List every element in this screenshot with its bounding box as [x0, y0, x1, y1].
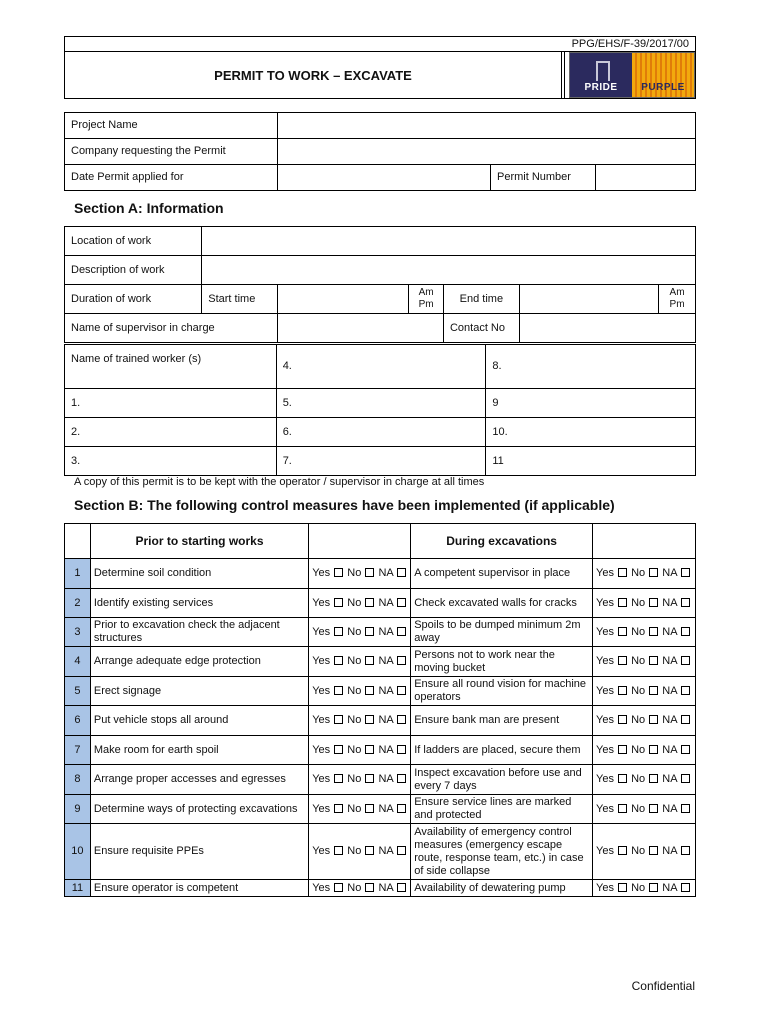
form-title: PERMIT TO WORK – EXCAVATE	[65, 52, 562, 99]
no-checkbox[interactable]	[649, 598, 658, 607]
during-measure: Ensure all round vision for machine operators	[411, 677, 593, 706]
yes-label: Yes	[312, 655, 331, 667]
no-label: No	[631, 881, 646, 894]
prior-measure: Ensure requisite PPEs	[90, 824, 308, 880]
during-measure: Spoils to be dumped minimum 2m away	[411, 618, 593, 647]
na-label: NA	[378, 773, 394, 785]
na-label: NA	[378, 881, 394, 894]
worker-3[interactable]: 3.	[65, 447, 277, 476]
yes-checkbox[interactable]	[334, 804, 343, 813]
worker-6[interactable]: 6.	[276, 418, 486, 447]
yes-checkbox[interactable]	[334, 598, 343, 607]
information-table	[64, 226, 696, 343]
no-checkbox[interactable]	[365, 804, 374, 813]
row-number: 5	[65, 677, 91, 706]
yes-checkbox[interactable]	[334, 774, 343, 783]
na-label: NA	[378, 625, 394, 638]
status-checkboxes-prior	[309, 765, 411, 795]
company-label: Company requesting the Permit	[65, 139, 278, 165]
yes-label: Yes	[596, 625, 614, 638]
table-row	[65, 765, 696, 795]
na-label: NA	[662, 881, 677, 894]
prior-measure: Prior to excavation check the adjacent structures	[90, 618, 308, 647]
during-measure: If ladders are placed, secure them	[411, 736, 593, 765]
na-label: NA	[662, 596, 677, 609]
no-checkbox[interactable]	[649, 656, 658, 665]
start-time-field[interactable]	[278, 285, 409, 314]
yes-checkbox[interactable]	[618, 627, 627, 636]
na-checkbox[interactable]	[397, 774, 406, 783]
table-row	[65, 880, 696, 897]
no-label: No	[631, 684, 646, 697]
supervisor-field[interactable]	[278, 314, 444, 343]
during-measure: Check excavated walls for cracks	[411, 589, 593, 618]
na-label: NA	[378, 596, 394, 609]
no-checkbox[interactable]	[649, 883, 658, 892]
na-checkbox[interactable]	[397, 598, 406, 607]
status-checkboxes-prior	[309, 589, 411, 618]
yes-checkbox[interactable]	[618, 715, 627, 724]
yes-label: Yes	[312, 684, 331, 697]
yes-label: Yes	[596, 743, 614, 756]
no-checkbox[interactable]	[649, 627, 658, 636]
status-checkboxes-during	[593, 618, 696, 647]
contact-field[interactable]	[519, 314, 695, 343]
na-checkbox[interactable]	[397, 568, 406, 577]
yes-checkbox[interactable]	[334, 656, 343, 665]
prior-measure: Erect signage	[90, 677, 308, 706]
prior-measure: Arrange adequate edge protection	[90, 647, 308, 677]
no-label: No	[347, 802, 362, 815]
no-checkbox[interactable]	[365, 745, 374, 754]
row-number: 10	[65, 824, 91, 880]
row-number: 1	[65, 559, 91, 589]
during-measure: Ensure bank man are present	[411, 706, 593, 736]
status-checkboxes-during	[593, 736, 696, 765]
section-a-title: Section A: Information	[74, 200, 224, 216]
status-checkboxes-during	[593, 559, 696, 589]
na-label: NA	[662, 655, 677, 667]
status-checkboxes-prior	[309, 559, 411, 589]
no-label: No	[631, 625, 646, 638]
worker-2[interactable]: 2.	[65, 418, 277, 447]
no-checkbox[interactable]	[365, 774, 374, 783]
no-label: No	[631, 845, 646, 857]
date-label: Date Permit applied for	[65, 165, 278, 191]
table-row	[65, 795, 696, 824]
na-checkbox[interactable]	[681, 846, 690, 855]
start-ampm[interactable]: Am Pm	[409, 285, 444, 314]
start-time-label: Start time	[202, 285, 278, 314]
yes-checkbox[interactable]	[618, 598, 627, 607]
yes-label: Yes	[596, 773, 614, 785]
status-checkboxes-prior	[309, 736, 411, 765]
na-label: NA	[662, 802, 677, 815]
no-checkbox[interactable]	[365, 715, 374, 724]
yes-checkbox[interactable]	[618, 804, 627, 813]
row-number: 8	[65, 765, 91, 795]
table-row	[65, 706, 696, 736]
na-label: NA	[662, 567, 677, 579]
prior-header: Prior to starting works	[90, 524, 308, 559]
during-measure: Persons not to work near the moving bucket	[411, 647, 593, 677]
date-field[interactable]	[278, 165, 491, 191]
row-number: 3	[65, 618, 91, 647]
worker-8[interactable]: 8.	[486, 345, 696, 389]
num-header	[65, 524, 91, 559]
no-label: No	[347, 773, 362, 785]
na-label: NA	[662, 773, 677, 785]
no-checkbox[interactable]	[649, 846, 658, 855]
yes-label: Yes	[596, 802, 614, 815]
workers-label: Name of trained worker (s)	[65, 345, 277, 389]
na-label: NA	[662, 743, 677, 756]
no-label: No	[347, 845, 362, 857]
na-label: NA	[378, 743, 394, 756]
status-checkboxes-during	[593, 795, 696, 824]
yes-checkbox[interactable]	[334, 883, 343, 892]
status-checkboxes-prior	[309, 880, 411, 897]
logo-text-right: PURPLE	[641, 82, 685, 93]
na-label: NA	[378, 655, 394, 667]
prior-measure: Ensure operator is competent	[90, 880, 308, 897]
no-checkbox[interactable]	[365, 627, 374, 636]
no-checkbox[interactable]	[365, 598, 374, 607]
form-header	[64, 36, 696, 99]
yes-label: Yes	[596, 684, 614, 697]
row-number: 4	[65, 647, 91, 677]
control-measures-table	[64, 523, 696, 897]
yes-checkbox[interactable]	[618, 745, 627, 754]
yes-label: Yes	[312, 881, 331, 894]
status-checkboxes-prior	[309, 618, 411, 647]
document-code: PPG/EHS/F-39/2017/00	[65, 37, 696, 52]
no-label: No	[347, 714, 362, 726]
no-label: No	[347, 743, 362, 756]
status-checkboxes-during	[593, 589, 696, 618]
no-label: No	[347, 625, 362, 638]
no-label: No	[631, 743, 646, 756]
prior-measure: Put vehicle stops all around	[90, 706, 308, 736]
no-label: No	[631, 773, 646, 785]
na-label: NA	[378, 845, 394, 857]
na-checkbox[interactable]	[681, 598, 690, 607]
worker-11[interactable]: 11	[486, 447, 696, 476]
na-checkbox[interactable]	[681, 804, 690, 813]
no-checkbox[interactable]	[649, 686, 658, 695]
no-label: No	[347, 655, 362, 667]
no-label: No	[347, 596, 362, 609]
logo-text-left: PRIDE	[584, 82, 618, 93]
section-b-title: Section B: The following control measures have been implemented (if applicable)	[74, 497, 615, 513]
worker-10[interactable]: 10.	[486, 418, 696, 447]
status-checkboxes-during	[593, 824, 696, 880]
yes-checkbox[interactable]	[618, 883, 627, 892]
no-label: No	[631, 567, 646, 579]
na-checkbox[interactable]	[397, 846, 406, 855]
na-checkbox[interactable]	[397, 627, 406, 636]
yes-checkbox[interactable]	[618, 686, 627, 695]
status-checkboxes-prior	[309, 824, 411, 880]
no-checkbox[interactable]	[649, 804, 658, 813]
workers-table	[64, 344, 696, 476]
end-ampm[interactable]: Am Pm	[659, 285, 696, 314]
status-checkboxes-prior	[309, 795, 411, 824]
during-status-header	[593, 524, 696, 559]
prior-measure: Identify existing services	[90, 589, 308, 618]
yes-label: Yes	[596, 596, 614, 609]
yes-label: Yes	[312, 845, 331, 857]
prior-measure: Arrange proper accesses and egresses	[90, 765, 308, 795]
worker-5[interactable]: 5.	[276, 389, 486, 418]
no-label: No	[631, 596, 646, 609]
na-checkbox[interactable]	[681, 715, 690, 724]
yes-checkbox[interactable]	[334, 846, 343, 855]
company-logo	[565, 52, 696, 99]
table-row	[65, 824, 696, 880]
yes-checkbox[interactable]	[334, 686, 343, 695]
no-checkbox[interactable]	[365, 568, 374, 577]
status-checkboxes-prior	[309, 647, 411, 677]
na-checkbox[interactable]	[397, 745, 406, 754]
during-measure: Inspect excavation before use and every 7 days	[411, 765, 593, 795]
yes-label: Yes	[312, 567, 331, 579]
row-number: 11	[65, 880, 91, 897]
no-checkbox[interactable]	[365, 656, 374, 665]
na-checkbox[interactable]	[397, 656, 406, 665]
during-measure: Availability of emergency control measures (emergency escape route, response team, etc.) in case of side collapse	[411, 824, 593, 880]
na-checkbox[interactable]	[681, 686, 690, 695]
table-row	[65, 589, 696, 618]
during-header: During excavations	[411, 524, 593, 559]
no-checkbox[interactable]	[365, 686, 374, 695]
worker-4[interactable]: 4.	[276, 345, 486, 389]
status-checkboxes-during	[593, 647, 696, 677]
na-label: NA	[662, 684, 677, 697]
status-checkboxes-during	[593, 880, 696, 897]
table-row	[65, 647, 696, 677]
na-checkbox[interactable]	[681, 774, 690, 783]
location-label: Location of work	[65, 227, 202, 256]
na-checkbox[interactable]	[397, 715, 406, 724]
na-checkbox[interactable]	[397, 883, 406, 892]
contact-label: Contact No	[443, 314, 519, 343]
permit-note: A copy of this permit is to be kept with the operator / supervisor in charge at all times	[74, 476, 485, 488]
yes-label: Yes	[596, 567, 614, 579]
yes-label: Yes	[596, 655, 614, 667]
permit-number-label: Permit Number	[491, 165, 596, 191]
yes-checkbox[interactable]	[334, 715, 343, 724]
na-label: NA	[662, 714, 677, 726]
yes-label: Yes	[596, 845, 614, 857]
description-label: Description of work	[65, 256, 202, 285]
status-checkboxes-prior	[309, 706, 411, 736]
prior-measure: Determine ways of protecting excavations	[90, 795, 308, 824]
na-checkbox[interactable]	[681, 883, 690, 892]
yes-label: Yes	[312, 596, 331, 609]
yes-checkbox[interactable]	[618, 774, 627, 783]
row-number: 6	[65, 706, 91, 736]
no-checkbox[interactable]	[365, 846, 374, 855]
table-row	[65, 559, 696, 589]
table-row	[65, 677, 696, 706]
yes-checkbox[interactable]	[618, 656, 627, 665]
yes-label: Yes	[312, 743, 331, 756]
prior-measure: Determine soil condition	[90, 559, 308, 589]
yes-label: Yes	[596, 881, 614, 894]
yes-checkbox[interactable]	[334, 627, 343, 636]
status-checkboxes-during	[593, 677, 696, 706]
na-label: NA	[378, 714, 394, 726]
yes-checkbox[interactable]	[334, 745, 343, 754]
na-checkbox[interactable]	[681, 656, 690, 665]
no-label: No	[631, 714, 646, 726]
na-label: NA	[662, 845, 677, 857]
row-number: 7	[65, 736, 91, 765]
end-time-label: End time	[443, 285, 519, 314]
na-label: NA	[662, 625, 677, 638]
no-checkbox[interactable]	[649, 774, 658, 783]
no-label: No	[347, 567, 362, 579]
na-label: NA	[378, 802, 394, 815]
status-checkboxes-prior	[309, 677, 411, 706]
worker-9[interactable]: 9	[486, 389, 696, 418]
no-checkbox[interactable]	[649, 715, 658, 724]
no-label: No	[631, 655, 646, 667]
table-row	[65, 618, 696, 647]
supervisor-label: Name of supervisor in charge	[65, 314, 278, 343]
na-checkbox[interactable]	[681, 568, 690, 577]
end-time-field[interactable]	[519, 285, 658, 314]
status-checkboxes-during	[593, 765, 696, 795]
no-label: No	[347, 684, 362, 697]
na-checkbox[interactable]	[397, 686, 406, 695]
no-label: No	[631, 802, 646, 815]
company-field[interactable]	[278, 139, 696, 165]
yes-checkbox[interactable]	[334, 568, 343, 577]
na-checkbox[interactable]	[681, 745, 690, 754]
building-icon	[596, 61, 610, 81]
project-name-label: Project Name	[65, 113, 278, 139]
na-checkbox[interactable]	[681, 627, 690, 636]
location-field[interactable]	[202, 227, 696, 256]
yes-checkbox[interactable]	[618, 846, 627, 855]
during-measure: Availability of dewatering pump	[411, 880, 593, 897]
status-checkboxes-during	[593, 706, 696, 736]
row-number: 9	[65, 795, 91, 824]
worker-1[interactable]: 1.	[65, 389, 277, 418]
permit-number-field[interactable]	[596, 165, 696, 191]
yes-label: Yes	[312, 714, 331, 726]
na-label: NA	[378, 567, 394, 579]
duration-label: Duration of work	[65, 285, 202, 314]
during-measure: A competent supervisor in place	[411, 559, 593, 589]
yes-label: Yes	[596, 714, 614, 726]
yes-label: Yes	[312, 773, 331, 785]
no-label: No	[347, 881, 362, 894]
na-label: NA	[378, 684, 394, 697]
na-checkbox[interactable]	[397, 804, 406, 813]
prior-status-header	[309, 524, 411, 559]
no-checkbox[interactable]	[649, 745, 658, 754]
prior-measure: Make room for earth spoil	[90, 736, 308, 765]
yes-checkbox[interactable]	[618, 568, 627, 577]
project-table	[64, 112, 696, 191]
worker-7[interactable]: 7.	[276, 447, 486, 476]
yes-label: Yes	[312, 625, 331, 638]
during-measure: Ensure service lines are marked and protected	[411, 795, 593, 824]
description-field[interactable]	[202, 256, 696, 285]
yes-label: Yes	[312, 802, 331, 815]
confidential-label: Confidential	[631, 979, 695, 993]
table-row	[65, 736, 696, 765]
no-checkbox[interactable]	[649, 568, 658, 577]
project-name-field[interactable]	[278, 113, 696, 139]
row-number: 2	[65, 589, 91, 618]
no-checkbox[interactable]	[365, 883, 374, 892]
